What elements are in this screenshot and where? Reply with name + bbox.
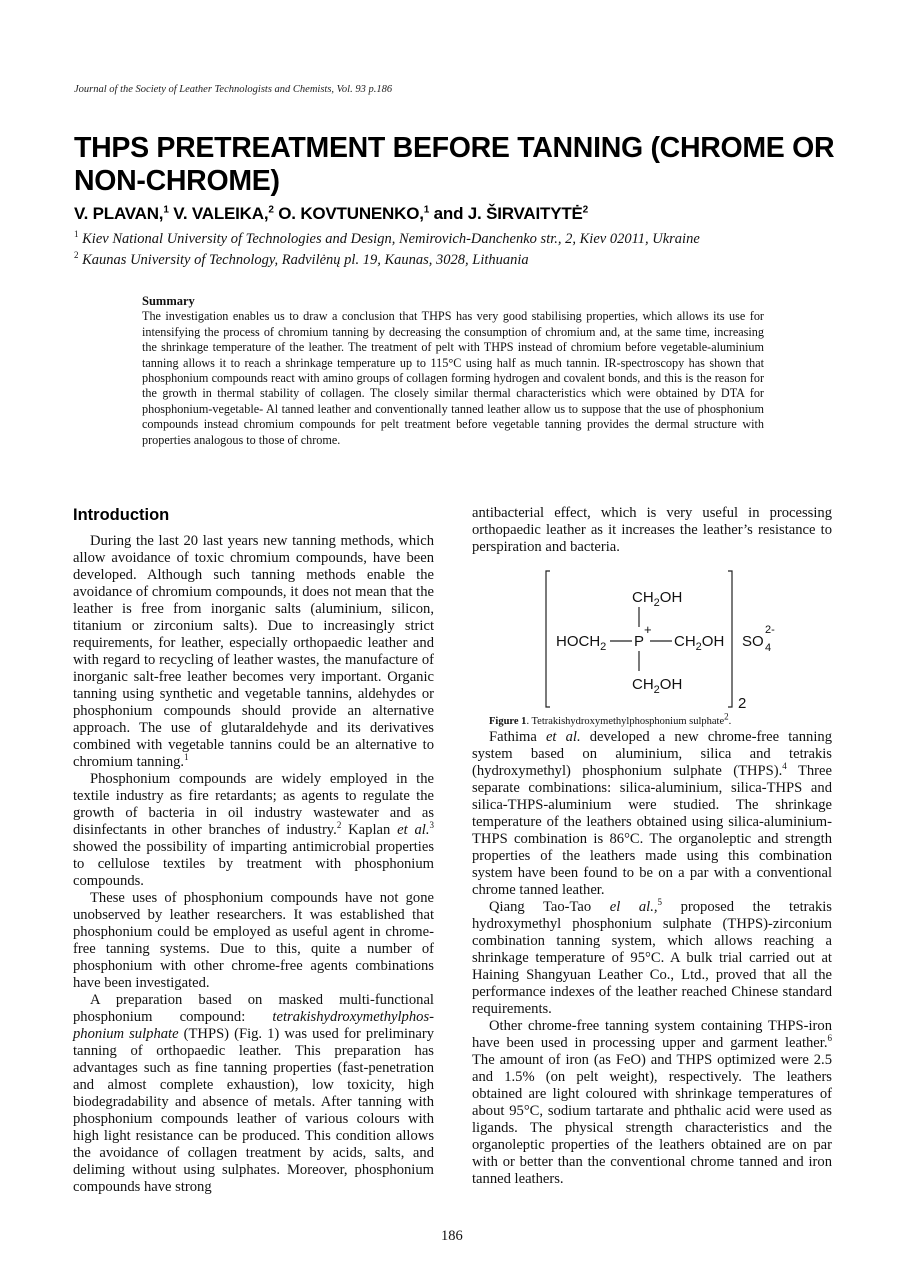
citation-ref: 4 <box>782 761 787 772</box>
paragraph-text: developed a new chrome-free tanning system based on aluminium, silica and tetrakis (hydroxymethyl) phosphonium sulphate (THPS). <box>472 729 833 779</box>
paragraph-text: Fathima <box>489 729 546 745</box>
svg-text:CH2OH: $CH_2OH$ <box>632 676 683 696</box>
intro-paragraph-3: These uses of phosphonium compounds have not gone unobserved by leather researchers. It was established that phosphonium could be employed as useful agent in chrome-free tanning systems. Due to this, quite a number of phosphonium with other chrome-free agents combinations have been investigated. <box>73 890 434 991</box>
svg-text:2: 2 <box>738 695 747 712</box>
thps-structure-diagram <box>472 565 832 715</box>
affiliation-text: Kaunas University of Technology, Radvilėnų pl. 19, Kaunas, 3028, Lithuania <box>82 251 529 268</box>
author-affil-ref: 2 <box>268 204 274 216</box>
author-name: and J. ŠIRVAITYTĖ <box>433 204 583 223</box>
paragraph-text: showed the possibility of imparting antimicrobial properties to cellulose textiles by treatment with phosphonium compounds. <box>73 839 434 889</box>
author-affil-ref: 1 <box>423 204 430 216</box>
summary-heading: Summary <box>142 294 195 308</box>
intro-paragraph-6 <box>472 899 832 1018</box>
affiliation-1 <box>74 229 700 248</box>
introduction-heading: Introduction <box>73 506 170 524</box>
author-name: O. KOVTUNENKO, <box>278 204 424 223</box>
caption-text: . Tetrakishydroxymethylphosphonium sulphate <box>526 716 725 727</box>
intro-paragraph-2 <box>73 771 434 890</box>
intro-paragraph-4-continued: antibacterial effect, which is very useful in processing orthopaedic leather as it increases the leather’s resistance to perspiration and bacteria. <box>472 505 832 555</box>
intro-paragraph-1 <box>73 533 434 771</box>
paragraph-text: proposed the tetrakis hydroxymethyl phosphonium sulphate (THPS)-zirconium combination tanning system, which allows reaching a shrinkage temperature of 95°C. A bulk trial carried out at Haining Shangyuan Leather Co., Ltd., proved that all the performance indexes of the leather reached Chinese standard requirements. <box>472 899 832 1017</box>
affiliation-2 <box>74 250 529 269</box>
affiliation-number: 1 <box>74 229 79 239</box>
svg-text:CH2OH: $CH_2OH$ <box>674 633 725 653</box>
paragraph-text: Three separate combinations: silica-aluminium, silica-THPS and silica-THPS-aluminium were studied. The shrinkage temperature of the leathers obtained using silica-aluminium-THPS combination is 86°C. The organoleptic and strength properties of the leathers made using this combination system have been found to be on a par with a conventional chrome tanned leather. <box>472 763 832 898</box>
author-list <box>74 204 588 224</box>
et-al-italic: et al. <box>545 729 581 745</box>
citation-ref: 2 <box>724 711 729 722</box>
et-al-italic: el al., <box>609 899 658 915</box>
figure-label: Figure 1 <box>489 716 527 727</box>
intro-paragraph-5 <box>472 729 832 899</box>
paragraph-text: Kaplan <box>341 822 398 838</box>
svg-text:2-: 2- <box>765 624 775 636</box>
summary-text: The investigation enables us to draw a conclusion that THPS has very good stabilising properties, which allows its use for intensifying the process of chromium tanning by decreasing the consumption of chromium and, at the same time, increasing the shrinkage temperature of the leather. The treatment of pelt with THPS instead of chromium before vegetable-aluminium tanning allows it to reach a shrinkage temperature up to 115°C using half as much tannin. IR-spectroscopy has shown that phosphonium compounds react with amino groups of collagen forming hydrogen and covalent bonds, and this is the reason for the growth in thermal stability of collagen. The closely similar thermal characteristics which were obtained by DTA for phosphonium-vegetable- Al tanned leather and conventionally tanned leather allow us to suppose that the use of phosphonium compounds instead chromium compounds for pelt treatment before vegetable tanning provides the dermal structure with properties analogous to those of chrome. <box>142 309 764 447</box>
article-title: THPS PRETREATMENT BEFORE TANNING (CHROME OR NON-CHROME) <box>74 132 835 197</box>
journal-running-header: Journal of the Society of Leather Technologists and Chemists, Vol. 93 p.186 <box>74 84 393 95</box>
paragraph-text: (THPS) (Fig. 1) was used for preliminary tanning of orthopaedic leather. This preparation has advantages such as fine tanning properties (fast-penetration and almost complete exhaustion), low toxicity, high biodegradability and absence of metals. After tanning with phosphonium compounds leather of various colours with high light resistance can be produced. This condition allows the avoidance of collagen treatment by acids, salts, and deliming without using sulphates. Moreover, phosphonium compounds have strong <box>73 1026 435 1195</box>
svg-text:CH2OH: $CH_2OH$ <box>632 589 683 609</box>
intro-paragraph-4 <box>73 992 434 1196</box>
intro-paragraph-7 <box>472 1018 832 1188</box>
paragraph-text: A preparation based on masked multi-functional phosphonium compound: <box>73 992 434 1025</box>
svg-text:HOCH2: $HOCH_2$ <box>556 633 607 653</box>
paragraph-text: The amount of iron (as FeO) and THPS optimized were 2.5 and 1.5% (on pelt weight), respectively. The leathers obtained are light coloured with shrinkage temperatures of about 95°C, sodium tartarate and phthalic acid were used as ligands. The physical strength characteristics and the organoleptic properties of the leathers obtained are on par with or better than the conventional chrome tanned and iron tanned leathers. <box>472 1052 832 1187</box>
citation-ref: 1 <box>184 752 189 763</box>
figure-1-structure <box>472 565 832 715</box>
author-name: V. VALEIKA, <box>173 204 269 223</box>
figure-1-caption <box>472 711 832 729</box>
paragraph-text: Other chrome-free tanning system containing THPS-iron have been used in processing upper and garment leather. <box>472 1018 832 1051</box>
citation-ref: 6 <box>827 1033 832 1044</box>
svg-text:P: P <box>634 633 645 650</box>
svg-text:4: 4 <box>765 642 772 654</box>
svg-text:+: + <box>644 622 652 637</box>
paragraph-text: Qiang Tao-Tao <box>489 899 610 915</box>
citation-ref: 3 <box>429 820 434 831</box>
citation-ref: 2 <box>336 820 342 831</box>
caption-end: . <box>728 716 732 727</box>
author-affil-ref: 2 <box>582 204 589 216</box>
author-name: V. PLAVAN, <box>74 204 164 223</box>
author-affil-ref: 1 <box>163 204 169 216</box>
left-column <box>73 505 434 1196</box>
svg-text:SO: SO <box>742 633 764 650</box>
et-al-italic: et al. <box>397 822 430 838</box>
paragraph-text: During the last 20 last years new tanning methods, which allow avoidance of toxic chromium compounds, have been developed. Although such tanning methods enable the avoidance of chromium compounds, it does not mean that the leather is free from inorganic salts (aluminium, silicon, titanium or zirconium salts). Due to increasingly strict requirements, for leather, especially orthopaedic leather and with regard to recycling of leather wastes, the manufacture of inorganic salt-free leather becomes very important. Organic tanning using synthetic and vegetable tannins, aldehydes or phosphonium compounds should provide an alternative approach. The use of glutaraldehyde and its derivatives combined with vegetable tannins could be an alternative to chromium tanning. <box>73 533 434 770</box>
citation-ref: 5 <box>657 897 662 908</box>
right-column <box>472 505 832 1188</box>
summary-block <box>142 294 764 448</box>
page-number: 186 <box>441 1228 463 1244</box>
paragraph-text: Phosphonium compounds are widely employed in the textile industry as fire retardants; as agents to regulate the growth of bacteria in oil industry wastewater and as disinfectants in other branches of industry. <box>73 771 434 838</box>
affiliation-text: Kiev National University of Technologies and Design, Nemirovich-Danchenko str., 2, Kiev 02011, Ukraine <box>82 230 700 247</box>
compound-name-italic: tetrakishydroxymethylphos-phonium sulphate <box>73 1009 434 1042</box>
affiliation-number: 2 <box>74 250 79 260</box>
